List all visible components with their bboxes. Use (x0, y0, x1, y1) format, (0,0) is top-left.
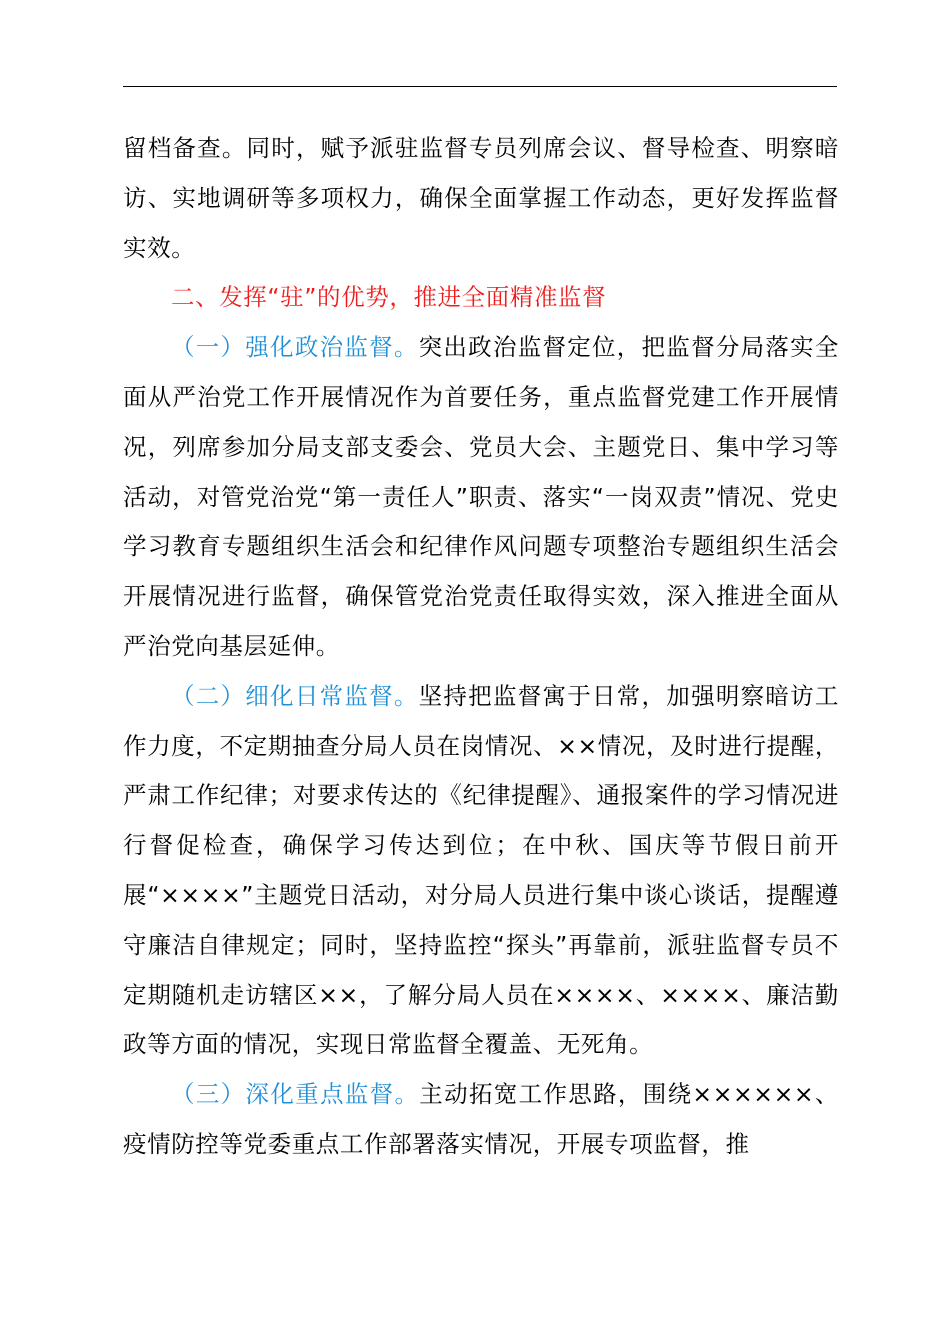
paragraph-key-supervision (123, 1070, 839, 1170)
paragraph-text: 主动拓宽工作思路，围绕××××××、疫情防控等党委重点工作部署落实情况，开展专项监督，推 (123, 1080, 839, 1158)
subheading-daily-supervision: （二）细化日常监督。 (171, 681, 419, 710)
paragraph-continuation (123, 124, 839, 273)
document-body (123, 124, 839, 1170)
paragraph-political-supervision (123, 323, 839, 672)
subheading-key-supervision: （三）深化重点监督。 (171, 1080, 420, 1109)
paragraph-text: 坚持把监督寓于日常，加强明察暗访工作力度，不定期抽查分局人员在岗情况、××情况，及时进行提醒，严肃工作纪律；对要求传达的《纪律提醒》、通报案件的学习情况进行督促检查，确保学习传达到位；在中秋、国庆等节假日前开展“××××”主题党日活动，对分局人员进行集中谈心谈话，提醒遵守廉洁自律规定；同时，坚持监控“探头”再靠前，派驻监督专员不定期随机走访辖区××，了解分局人员在××××、××××、廉洁勤政等方面的情况，实现日常监督全覆盖、无死角。 (123, 681, 839, 1059)
subheading-political-supervision: （一）强化政治监督。 (171, 333, 419, 362)
section-heading-text: 二、发挥“驻”的优势，推进全面精准监督 (171, 283, 607, 312)
paragraph-text: 突出政治监督定位，把监督分局落实全面从严治党工作开展情况作为首要任务，重点监督党建工作开展情况，列席参加分局支部支委会、党员大会、主题党日、集中学习等活动，对管党治党“第一责任人”职责、落实“一岗双责”情况、党史学习教育专题组织生活会和纪律作风问题专项整治专题组织生活会开展情况进行监督，确保管党治党责任取得实效，深入推进全面从严治党向基层延伸。 (123, 333, 839, 660)
paragraph-daily-supervision (123, 672, 839, 1070)
header-rule (123, 86, 837, 87)
paragraph-text: 留档备查。同时，赋予派驻监督专员列席会议、督导检查、明察暗访、实地调研等多项权力，确保全面掌握工作动态，更好发挥监督实效。 (123, 134, 839, 262)
section-heading (123, 273, 839, 323)
